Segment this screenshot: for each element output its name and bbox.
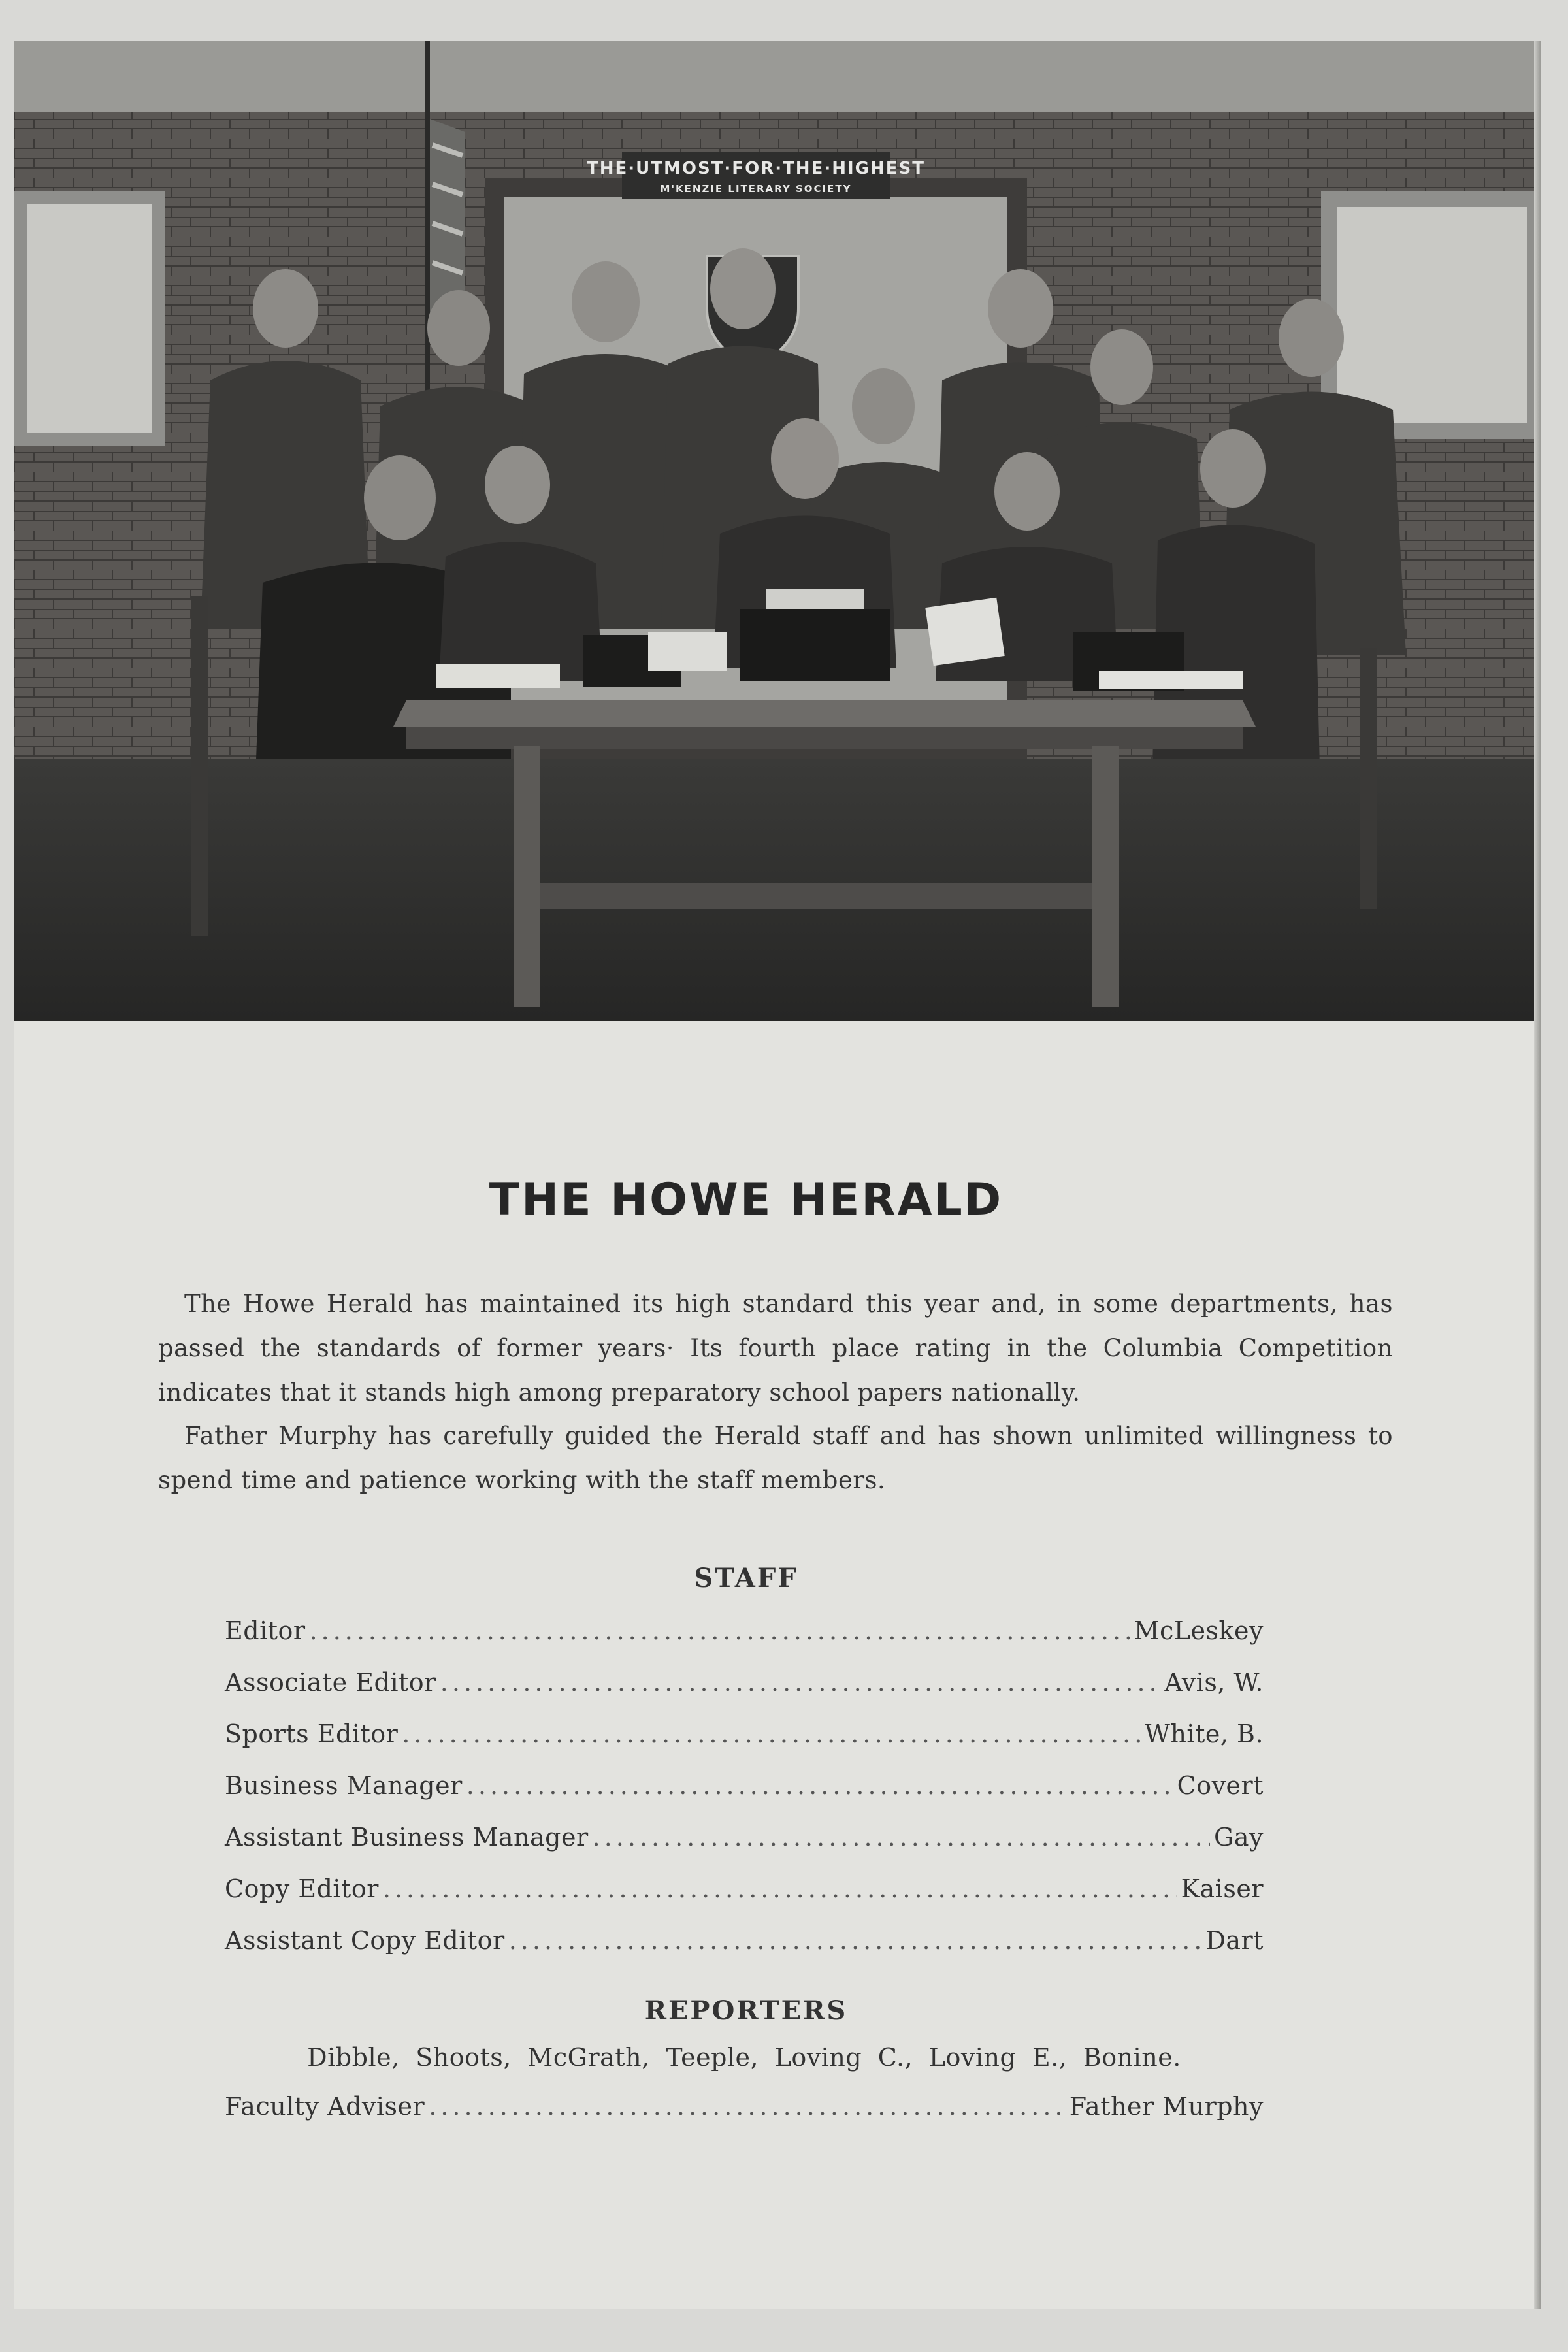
adviser-paragraph: Father Murphy has carefully guided the Herald staff and has shown unlimited willingness to spend time and patience working with the staff members.	[158, 1422, 1393, 1494]
leader-dots	[509, 1926, 1202, 1955]
staff-list	[225, 1616, 1264, 1978]
staff-name: McLeskey	[1134, 1616, 1264, 1645]
staff-name: Covert	[1177, 1771, 1264, 1800]
leader-dots	[383, 1874, 1177, 1903]
leader-dots	[466, 1771, 1173, 1800]
staff-role: Assistant Business Manager	[225, 1823, 589, 1852]
adviser-name: Father Murphy	[1069, 2092, 1264, 2121]
staff-name: Gay	[1214, 1823, 1264, 1852]
staff-name: Avis, W.	[1164, 1668, 1264, 1697]
yearbook-page	[14, 41, 1541, 2309]
sign-text-line1: THE·UTMOST·FOR·THE·HIGHEST	[587, 159, 925, 178]
staff-name: Kaiser	[1181, 1874, 1264, 1903]
staff-row-associate-editor	[225, 1668, 1264, 1720]
staff-role: Associate Editor	[225, 1668, 436, 1697]
staff-name: White, B.	[1144, 1720, 1264, 1748]
leader-dots	[402, 1720, 1141, 1748]
staff-role: Editor	[225, 1616, 306, 1645]
staff-heading: STAFF	[694, 1563, 798, 1593]
photo-illustration	[14, 41, 1541, 1021]
reporters-heading: REPORTERS	[644, 1995, 848, 2026]
staff-row-sports-editor	[225, 1720, 1264, 1771]
staff-row-assistant-business-manager	[225, 1823, 1264, 1874]
staff-group-photo	[14, 41, 1541, 1021]
leader-dots	[440, 1668, 1161, 1697]
reporters-names: Dibble, Shoots, McGrath, Teeple, Loving C., Loving E., Bonine.	[307, 2043, 1181, 2072]
staff-role: Copy Editor	[225, 1874, 379, 1903]
staff-row-assistant-copy-editor	[225, 1926, 1264, 1978]
page-gutter	[1534, 41, 1541, 2309]
faculty-adviser-row	[225, 2092, 1264, 2144]
staff-role: Business Manager	[225, 1771, 463, 1800]
staff-role: Assistant Copy Editor	[225, 1926, 505, 1955]
leader-dots	[593, 1823, 1210, 1852]
page-title: THE HOWE HERALD	[489, 1174, 1004, 1226]
leader-dots	[429, 2092, 1066, 2121]
staff-row-business-manager	[225, 1771, 1264, 1823]
adviser-role: Faculty Adviser	[225, 2092, 425, 2121]
leader-dots	[310, 1616, 1130, 1645]
staff-row-editor	[225, 1616, 1264, 1668]
staff-role: Sports Editor	[225, 1720, 399, 1748]
staff-row-copy-editor	[225, 1874, 1264, 1926]
intro-paragraph: The Howe Herald has maintained its high standard this year and, in some departments, has passed the standards of former years· Its fourth place rating in the Columbia Competition indicates that it stands high among preparatory school papers nationally.	[158, 1290, 1393, 1407]
sign-text-line2: M'KENZIE LITERARY SOCIETY	[660, 183, 852, 195]
staff-name: Dart	[1205, 1926, 1264, 1955]
